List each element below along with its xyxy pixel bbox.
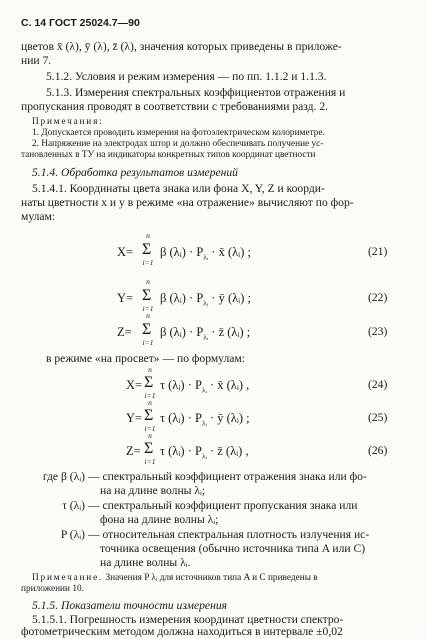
sum-upper-limit: n (148, 431, 152, 440)
equation-number: (24) (368, 378, 388, 391)
definition-text-line-1: — относительная спектральная плотность излучения ис- (88, 528, 370, 541)
note-1: 1. Допускается проводить измерения на фотоэлектрическом колориметре. (32, 128, 325, 138)
sum-upper-limit: n (148, 398, 152, 407)
note-sources: Примечание. Значения P λᵢ для источников типа A и C приведены в (32, 573, 318, 583)
clause-5-1-5-1-line-1: 5.1.5.1. Погрешность измерения координат цветности спектро- (32, 613, 344, 626)
sum-upper-limit: n (146, 277, 150, 286)
sum-operator: Σ (144, 407, 154, 424)
sum-upper-limit: n (146, 311, 150, 320)
definition-text-line-3: на длине волны λᵢ. (100, 556, 191, 569)
equation-lhs: X= (126, 378, 143, 392)
sum-lower-limit: i=1 (142, 338, 154, 347)
sum-lower-limit: i=1 (144, 424, 156, 433)
sum-operator: Σ (142, 241, 152, 258)
notes-title: Примечания: (32, 117, 104, 127)
section-5-1-4-title: 5.1.4. Обработка результатов измерений (32, 166, 238, 179)
equation-number: (26) (368, 444, 388, 457)
equation-number: (23) (368, 325, 388, 338)
definition-text-line-2: точника освещения (обычно источника типа A или C) (100, 542, 366, 555)
equation-lhs: X= (117, 245, 134, 259)
clause-5-1-4-1-line-2: наты цветности x и y в режиме «на отражение» вычисляют по фор- (21, 196, 354, 209)
sum-operator: Σ (144, 374, 154, 391)
equation-body: β (λᵢ) · $P_{\lambda ᵢ}$ · x̄ (λᵢ) ; (160, 245, 251, 262)
page-header: С. 14 ГОСТ 25024.7—90 (21, 17, 140, 29)
definition-text-line-1: — спектральный коэффициент пропускания знака или (88, 499, 358, 512)
note-2-line-2: тановленных в ТУ на индикаторы конкретных типов координат цветности (21, 150, 316, 160)
equation-lhs: Y= (126, 411, 143, 425)
equation-number: (21) (368, 245, 388, 258)
section-5-1-5-title: 5.1.5. Показатели точности измерения (32, 599, 228, 612)
equation-number: (25) (368, 411, 388, 424)
definition-text-line-2: на на длине волны λᵢ; (100, 484, 206, 497)
body-line-2: нии 7. (21, 54, 52, 67)
sum-operator: Σ (144, 440, 154, 457)
sum-operator: Σ (142, 321, 152, 338)
sum-upper-limit: n (148, 365, 152, 374)
note-sources-line-2: приложении 10. (21, 584, 84, 594)
clause-5-1-4-1-line-3: мулам: (21, 210, 56, 223)
clause-5-1-5-1-line-2: фотометрическим методом должна находиться в интервале ±0,02 (21, 625, 343, 638)
definition-symbol: τ (λᵢ) (62, 499, 85, 512)
body-line-1: цветов x̄ (λ), ȳ (λ), z̄ (λ), значения которых приведены в приложе- (21, 40, 342, 53)
definition-symbol: где β (λᵢ) (42, 470, 85, 483)
definition-symbol: P (λᵢ) (60, 528, 85, 541)
sum-lower-limit: i=1 (144, 391, 156, 400)
definition-text-line-1: — спектральный коэффициент отражения знака или фо- (88, 470, 367, 483)
equation-body: β (λᵢ) · $P_{\lambda ᵢ}$ · ȳ (λᵢ) ; (160, 291, 251, 308)
clause-5-1-3-line-2: пропускания проводят в соответствии с требованиями разд. 2. (21, 100, 329, 113)
equation-body: β (λᵢ) · $P_{\lambda ᵢ}$ · z̄ (λᵢ) ; (160, 325, 251, 342)
transmission-intro: в режиме «на просвет» — по формулам: (46, 352, 245, 365)
equation-body: τ (λᵢ) · $P_{\lambda ᵢ}$ · z̄ (λᵢ) , (160, 444, 249, 461)
sum-lower-limit: i=1 (142, 304, 154, 313)
sum-lower-limit: i=1 (144, 457, 156, 466)
sum-lower-limit: i=1 (142, 258, 154, 267)
definition-text-line-2: фона на длине волны λᵢ; (100, 513, 219, 526)
equation-body: τ (λᵢ) · $P_{\lambda ᵢ}$ · ȳ (λᵢ) ; (160, 411, 250, 428)
equation-lhs: Z= (126, 444, 141, 458)
sum-upper-limit: n (146, 231, 150, 240)
clause-5-1-2: 5.1.2. Условия и режим измерения — по пп. 1.1.2 и 1.1.3. (46, 70, 327, 83)
equation-body: τ (λᵢ) · $P_{\lambda ᵢ}$ · x̄ (λᵢ) , (160, 378, 250, 395)
sum-operator: Σ (142, 287, 152, 304)
equation-lhs: Z= (117, 325, 132, 339)
equation-number: (22) (368, 291, 388, 304)
clause-5-1-3-line-1: 5.1.3. Измерения спектральных коэффициентов отражения и (46, 86, 346, 99)
note-2-line-1: 2. Напряжение на электродах штор и должно обеспечивать получение ус- (32, 139, 324, 149)
equation-lhs: Y= (117, 291, 134, 305)
clause-5-1-4-1-line-1: 5.1.4.1. Координаты цвета знака или фона X, Y, Z и коорди- (32, 182, 325, 195)
